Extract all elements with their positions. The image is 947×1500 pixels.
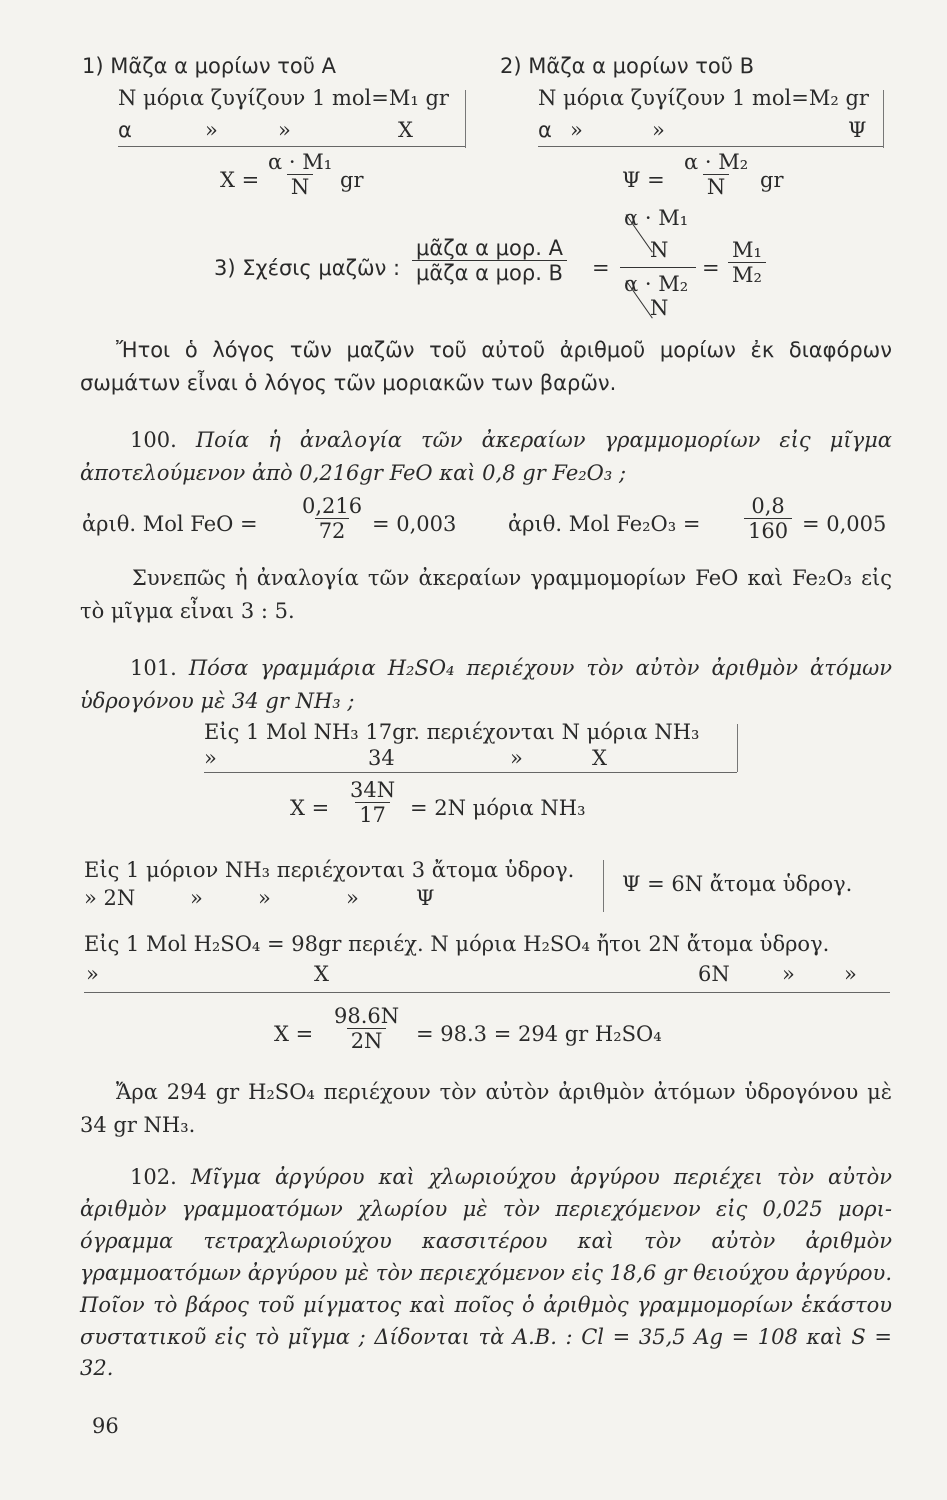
- p101-row7-q2: »: [782, 962, 795, 986]
- problem-101-answer-text: Ἄρα 294 gr H₂SO₄ περιέχουν τὸν αὐτὸν ἀριθμὸν ἀτόμων ὑδρογόνου μὲ 34 gr NH₃.: [80, 1080, 892, 1137]
- problem-100-question: [80, 424, 892, 489]
- part2-line2-psi: Ψ: [848, 118, 867, 142]
- part3-cf-den-top: α · M₂: [624, 272, 689, 296]
- p101-block1-rule: [204, 772, 737, 773]
- part1-line2-q2: »: [278, 118, 291, 142]
- part3-result-ratio: [728, 238, 766, 287]
- part3-cf-bar: [620, 267, 696, 268]
- p101-row6: Εἰς 1 Mol H₂SO₄ = 98gr περιέχ. N μόρια H₂SO₄ ἤτοι 2N ἄτομα ὑδρογ.: [84, 932, 830, 956]
- p101-row5-psi: Ψ: [416, 886, 435, 910]
- part1-line2-a: α: [118, 118, 132, 142]
- p101-row5-q2: »: [190, 886, 203, 910]
- page-number: 96: [92, 1414, 119, 1438]
- p101-row8-den: 2N: [347, 1028, 387, 1053]
- p101-row8-num: 98.6N: [334, 1004, 400, 1028]
- part1-result-lhs: X =: [220, 168, 260, 192]
- fe2o3-moles-result: = 0,005: [802, 512, 887, 536]
- part1-line2-q1: »: [205, 118, 218, 142]
- part2-result-lhs: Ψ =: [622, 168, 665, 192]
- feo-moles-den: 72: [315, 518, 350, 543]
- problem-101-answer: [80, 1076, 892, 1141]
- p101-row7-6n: 6N: [698, 962, 730, 986]
- p101-row3-lhs: X =: [290, 796, 330, 820]
- part2-line1: Ν μόρια ζυγίζουν 1 mol=M₂ gr: [538, 86, 869, 110]
- part2-result-num: α · M₂: [684, 150, 749, 174]
- p101-block2-vertical-rule: [603, 860, 604, 912]
- part2-heading: 2) Μᾶζα α μορίων τοῦ Β: [500, 54, 755, 78]
- p101-row7-q3: »: [844, 962, 857, 986]
- fe2o3-moles-fraction: [744, 494, 792, 543]
- problem-102-question: [80, 1162, 892, 1385]
- feo-moles-result: = 0,003: [372, 512, 457, 536]
- problem-100-answer: [80, 562, 892, 627]
- part3-label: 3) Σχέσις μαζῶν :: [214, 256, 401, 280]
- p101-row5-q: » 2N: [84, 886, 136, 910]
- part1-line2-x: X: [398, 118, 413, 142]
- part3-cf-num-bot: N: [650, 238, 669, 262]
- part3-r-den: M₂: [728, 262, 766, 287]
- p101-row2-q2: »: [510, 746, 523, 770]
- problem-101-text: Πόσα γραμμάρια H₂SO₄ περιέχουν τὸν αὐτὸν ἀριθμὸν ἀτόμων ὑδρογόνου μὲ 34 gr NH₃ ;: [80, 656, 892, 713]
- p101-row7-q: »: [86, 962, 99, 986]
- problem-102-number: 102.: [130, 1165, 177, 1189]
- fe2o3-moles-den: 160: [744, 518, 792, 543]
- conclusion-text: Ἤτοι ὁ λόγος τῶν μαζῶν τοῦ αὐτοῦ ἀριθμοῦ μορίων ἐκ διαφόρων σωμάτων εἶναι ὁ λόγος τῶν μοριακῶν των βαρῶν.: [80, 338, 892, 395]
- p101-row45-result: Ψ = 6N ἄτομα ὑδρογ.: [622, 872, 853, 896]
- part1-heading: 1) Μᾶζα α μορίων τοῦ Α: [82, 54, 336, 78]
- p101-row4: Εἰς 1 μόριον NH₃ περιέχονται 3 ἄτομα ὑδρογ.: [84, 858, 575, 882]
- fe2o3-moles-num: 0,8: [751, 494, 785, 518]
- part1-vertical-rule: [465, 90, 466, 148]
- p101-row5-q4: »: [346, 886, 359, 910]
- p101-row2-q: »: [204, 746, 217, 770]
- part3-den-text: μᾶζα α μορ. Β: [412, 260, 567, 285]
- p101-row5-q3: »: [258, 886, 271, 910]
- part1-result-unit: gr: [340, 168, 364, 192]
- part2-result-unit: gr: [760, 168, 784, 192]
- part2-rule: [538, 146, 883, 147]
- p101-block1-vertical-rule: [737, 724, 738, 772]
- feo-moles-num: 0,216: [302, 494, 363, 518]
- p101-row7-x: X: [314, 962, 329, 986]
- problem-100-answer-text: Συνεπῶς ἡ ἀναλογία τῶν ἀκεραίων γραμμομορίων FeO καὶ Fe₂O₃ εἰς τὸ μῖγμα εἶναι 3 : 5.: [80, 566, 892, 623]
- part1-result-den: N: [287, 174, 313, 199]
- part3-eq: =: [592, 256, 610, 280]
- p101-row8-lhs: X =: [274, 1022, 314, 1046]
- feo-moles-lhs: ἀριθ. Mol FeO =: [82, 512, 258, 536]
- part2-result-den: N: [703, 174, 729, 199]
- p101-row3-fraction: [346, 778, 399, 827]
- part2-vertical-rule: [883, 90, 884, 148]
- part3-num-text: μᾶζα α μορ. Α: [416, 236, 563, 260]
- part3-r-num: M₁: [732, 238, 762, 262]
- conclusion-paragraph: [80, 334, 892, 399]
- problem-100-number: 100.: [130, 428, 177, 452]
- p101-row8-fraction: [330, 1004, 403, 1053]
- part2-line2-a: α: [538, 118, 552, 142]
- part1-rule: [118, 146, 465, 147]
- p101-block3-rule: [84, 992, 890, 993]
- part2-result-fraction: [680, 150, 752, 199]
- p101-row3-den: 17: [355, 802, 390, 827]
- part2-line2-q2: »: [652, 118, 665, 142]
- p101-row3-num: 34N: [350, 778, 396, 802]
- part1-result-num: α · M₁: [268, 150, 333, 174]
- p101-row2-x: X: [592, 746, 607, 770]
- feo-moles-fraction: [298, 494, 366, 543]
- p101-row1: Εἰς 1 Mol NH₃ 17gr. περιέχονται N μόρια NH₃: [204, 720, 700, 744]
- part1-result-fraction: [264, 150, 336, 199]
- problem-101-question: [80, 652, 892, 717]
- part1-line1: Ν μόρια ζυγίζουν 1 mol=M₁ gr: [118, 86, 449, 110]
- part2-line2-q1: »: [570, 118, 583, 142]
- fe2o3-moles-lhs: ἀριθ. Mol Fe₂O₃ =: [508, 512, 701, 536]
- part3-mass-ratio: [412, 236, 567, 285]
- problem-100-text: Ποία ἡ ἀναλογία τῶν ἀκεραίων γραμμομορίων εἰς μῖγμα ἀποτελούμενον ἀπὸ 0,216gr FeO καὶ 0,8 gr Fe₂O₃ ;: [80, 428, 892, 485]
- problem-101-number: 101.: [130, 656, 177, 680]
- p101-row2-34: 34: [368, 746, 395, 770]
- p101-row3-result: = 2N μόρια NH₃: [410, 796, 586, 820]
- part3-cf-num-top: α · M₁: [624, 206, 689, 230]
- part3-eq2: =: [702, 256, 720, 280]
- p101-row8-result: = 98.3 = 294 gr H₂SO₄: [416, 1022, 662, 1046]
- problem-102-text: Μῖγμα ἀργύρου καὶ χλωριούχου ἀργύρου περιέχει τὸν αὐτὸν ἀριθμὸν γραμμοατόμων χλωρίου μὲ τὸν περιεχόμενον εἰς 0,025 μοριόγραμμα τετραχλωριούχου κασσιτέρου καὶ τὸν αὐτὸν ἀριθμὸν γραμμοατόμων ἀργύρου μὲ τὸν περιεχόμενον εἰς 18,6 gr θειούχου ἀργύρου. Ποῖον τὸ βάρος τοῦ μίγματος καὶ ποῖος ὁ ἀριθμὸς γραμμομορίων ἑκάστου συστατικοῦ εἰς τὸ μῖγμα ; Δίδονται τὰ Α.Β. : Cl = 35,5 Ag = 108 καὶ S = 32.: [80, 1165, 892, 1381]
- part3-cf-den-bot: N: [650, 296, 669, 320]
